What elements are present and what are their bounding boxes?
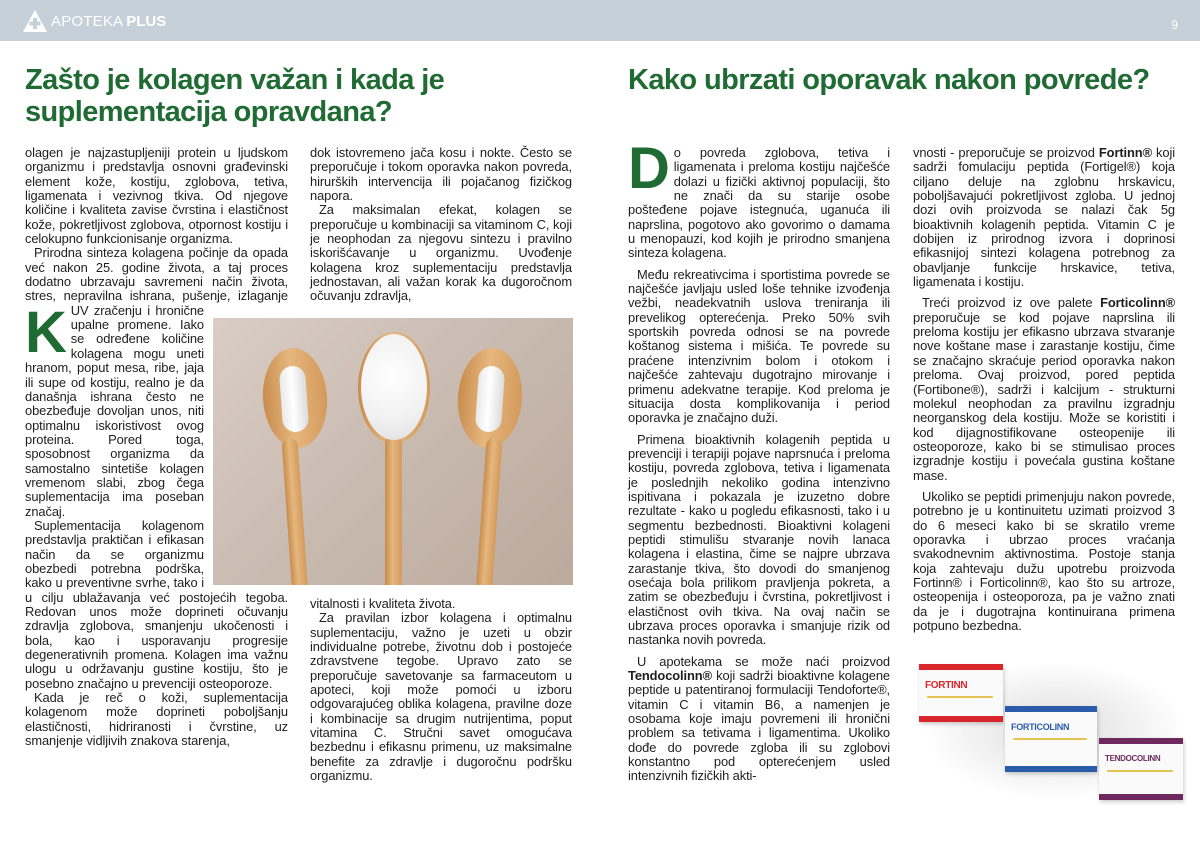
wooden-spoon-handle: [385, 436, 402, 585]
box-band: [919, 664, 1003, 670]
product-box-forticolinn: [1005, 706, 1097, 772]
box-band: [919, 716, 1003, 722]
paragraph-text: o povreda zglobova, tetiva i ligamenata i preloma kostiju najčešće dolazi u fizički aktivnoj populaciji, što ne znači da su starije osobe pošteđene pojave istegnuća, uganuća ili naprslina, pogotovo ako govorimo o damama u menopauzi, kod kojih je prirodno smanjena sinteza kolagena.: [628, 145, 890, 261]
right-column-2: [913, 146, 1175, 640]
paragraph: [25, 145, 288, 365]
pharmacy-cross-logo-icon: [22, 9, 48, 33]
text: Treći proizvod iz ove palete: [922, 295, 1101, 311]
left-article-title: [25, 64, 585, 128]
drop-cap: K: [25, 300, 67, 365]
paragraph: [913, 296, 1175, 482]
text: U apotekama se može naći proizvod: [637, 653, 890, 669]
left-column-2-top: [310, 146, 572, 304]
brand-name: APOTEKA: [51, 12, 124, 30]
box-wave-decoration: [1107, 770, 1173, 772]
title-line: suplementacija opravdana?: [25, 96, 392, 128]
text: preporučuje se kod pojave naprslina ili preloma kostiju jer efikasno ubrzava stvaranje nove koštane mase i zarastanje kostiju, čime se značajno skraćuje period oporavka nakon preloma. Ovaj proizvod, pored peptida (Fortibone®), sadrži i kalcijum - strukturni molekul neophodan za pravilnu izgradnju neorganskog dela kostiju. Može se koristiti i kod dijagnostifikovane osteopenije ili osteoporoze, kako bi se stimulisao proces izgradnje kostiju i povećala gustina koštane mase.: [913, 309, 1175, 483]
product-box-tendocolinn: [1099, 738, 1183, 800]
paragraph: vitalnosti i kvaliteta života.: [310, 596, 456, 611]
box-band: [1005, 766, 1097, 772]
paragraph: Za pravilan izbor kolagena i optimalnu suplementaciju, važno je uzeti u obzir individualne potrebe, životnu dob i postojeće zdravstvene tegobe. Upravo zato se preporučuje savetovanje sa farmaceutom u apoteci, koji može pomoći u izboru odgovarajućeg oblika kolagena, pravilne doze i kombinacije sa drugim nutrijentima, poput vitamina C. Stručni savet omogućava bezbednu i efikasnu primenu, uz maksimalne benefite za zdravlje i dugoročnu podršku organizmu.: [310, 610, 572, 784]
drop-cap: D: [628, 136, 670, 201]
paragraph: dok istovremeno jača kosu i nokte. Često se preporučuje i tokom oporavka nakon povreda, hirurških intervencija ili pojačanog fizičkog napora.: [310, 145, 572, 204]
text: vnosti - preporučuje se proizvod: [913, 145, 1099, 160]
paragraph: Među rekreativcima i sportistima povrede se najčešće javljaju usled loše tehnike izvođenja vežbi, neadekvatnih uslova treniranja ili prevelikog opterećenja. Preko 50% svih sportskih povreda odnosi se na povrede koštanog sistema i mišića. Te povrede su praćene intenzivnim bolom i otokom i najčešće zahtevaju dugotrajno mirovanje i primenu adekvatne terapije. Kod preloma je situacija dosta komplikovanija i period oporavka je značajno duži.: [628, 266, 890, 426]
paragraph: [628, 136, 890, 261]
product-label: FORTINN: [925, 680, 968, 691]
box-wave-decoration: [927, 696, 993, 698]
paragraph: [913, 146, 1175, 289]
text: koji sadrži bioaktivne kolagene peptide u patentiranoj formulaciji Tendoforte®, vitamin C i vitamin B6, a namenjen je osobama koje imaju povremeni ili hronični problem sa tetivama i ligamentima. Ukoliko dođe do povrede zgloba ili su zglobovi konstantno pod opterećenjem usled intenzivnih fizičkih akti-: [628, 668, 890, 784]
paragraph: Primena bioaktivnih kolagenih peptida u prevenciji i terapiji pojave naprsnuća i preloma kostiju, povreda zglobova, tetiva i ligamenata je poslednjih nekoliko godina intenzivno ispitivana i pokazala je izuzetno dobre rezultate - kako u pogledu efikasnosti, tako i u segmentu bezbednosti. Bioaktivni kolageni peptidi stimulišu stvaranje novih lanaca kolagena i elastina, čime se najpre ubrzava zarastanje tkiva, što dovodi do smanjenog osećaja bola prilikom pravljenja pokreta, a zatim se obezbeđuju i čvrstina, pokretljivost i elastičnost ovih tkiva. Na ovaj način se ubrzava proces oporavka i smanjuje rizik od nastanka novih povreda.: [628, 431, 890, 648]
paragraph-text: olagen je najzastupljeniji protein u ljudskom organizmu i predstavlja osnovni građevinski element kože, kostiju, zglobova, tetiva, ligamenata i vezivnog tkiva. Od njegove količine i kvaliteta zavise čvrstina i elastičnost kože, pokretljivost zglobova, otpornost kostiju i celokupno funkcionisanje organizma.: [25, 145, 288, 247]
page-number: 9: [1171, 18, 1178, 32]
box-band: [1099, 794, 1183, 800]
product-name-forticolinn: Forticolinn®: [1100, 295, 1175, 311]
box-band: [1099, 738, 1183, 744]
right-column-1: [628, 136, 890, 791]
paragraph: Prirodna sinteza kolagena počinje da opada već nakon 25. godine života, a taj proces dodatno ubrzavaju savremeni način života, stres, nepravilna ishrana, pušenje, izlaganje UV zračenju i hronične upalne promene. Iako se određene količine kolagena mogu uneti hranom, poput mesa, ribe, jaja ili supe od kostiju, realno je da današnja ishrana često ne obezbeđuje dovoljan unos, niti optimalnu iskoristivost ovog proteina. Pored toga, sposobnost organizma da samostalno sintetiše kolagen vremenom slabi, zbog čega suplementacija ima poseban značaj.: [25, 245, 288, 519]
product-name-tendocolinn: Tendocolinn®: [628, 668, 712, 684]
left-column-2-bottom: [310, 597, 572, 783]
apoteka-plus-logo[interactable]: [22, 9, 166, 33]
product-label: TENDOCOLINN: [1105, 754, 1161, 763]
right-article-title: Kako ubrzati oporavak nakon povrede?: [628, 64, 1150, 96]
product-box-fortinn: [919, 664, 1003, 722]
brand-name-bold: PLUS: [126, 12, 167, 30]
collagen-spoons-photo: [213, 318, 573, 585]
collagen-capsule: [279, 365, 310, 433]
wooden-spoon-handle: [281, 438, 308, 585]
box-band: [1005, 706, 1097, 712]
box-wave-decoration: [1013, 738, 1087, 740]
paragraph: Za maksimalan efekat, kolagen se preporučuje u kombinaciji sa vitaminom C, koji je neophodan za njegovu sintezu i pravilno iskorišćavanje u organizmu. Uvođenje kolagena kroz suplementaciju predstavlja jednostavan, ali važan korak ka dugoročnom očuvanju zdravlja,: [310, 202, 572, 304]
product-boxes-image: [913, 656, 1198, 806]
paragraph: Suplementacija kolagenom predstavlja praktičan i efikasan način da se organizmu obezbedi potrebna podrška, kako u preventivne svrhe, tako i u cilju ublažavanja već postojećih tegoba. Redovan unos može doprineti očuvanju zdravlja zglobova, smanjenju ukočenosti i bola, kao i usporavanju progresije degenerativnih promena. Kolagen ima važnu ulogu u održavanju gustine kostiju, što je posebno značajno u prevenciji osteoporoze.: [25, 517, 288, 691]
title-line: Zašto je kolagen važan i kada je: [25, 64, 445, 96]
header-bar: [0, 0, 1200, 41]
product-label: FORTICOLINN: [1011, 722, 1070, 732]
paragraph: [628, 655, 890, 784]
wooden-spoon-handle: [475, 438, 502, 585]
text: koji sadrži fomulaciju peptida (Fortigel®) koja ciljano deluje na zglobnu hrskavicu, poboljšavajući pokretljivost zgloba. U jednoj dozi ovih proizvoda se nalazi čak 5g bioaktivnih kolagenih peptida. Vitamin C je dobijen iz prirodnog izvora i doprinosi efikasnijoj sintezi kolagena potrebnog za obavljanje funkcije hrskavice, tetiva, ligamenata i kostiju.: [913, 145, 1175, 290]
collagen-powder: [361, 334, 427, 440]
product-name-fortinn: Fortinn®: [1098, 145, 1152, 160]
collagen-capsule: [475, 365, 506, 433]
paragraph: Kada je reč o koži, suplementacija kolagenom može doprineti poboljšanju elastičnosti, hidriranosti i čvrstine, uz smanjenje vidljivih znakova starenja,: [25, 690, 288, 749]
paragraph: Ukoliko se peptidi primenjuju nakon povrede, potrebno je u kontinuitetu uzimati proizvod 3 do 6 meseci kako bi se skratilo vreme oporavka i ubrzao proces vraćanja svakodnevnim aktivnostima. Postoje stanja koja zahtevaju dužu upotrebu proizvoda Fortinn® i Forticolinn®, kao što su artroze, osteopenija i osteoporoza, pa je važno znati da je i dugotrajna kontinuirana primena potpuno bezbedna.: [913, 488, 1175, 633]
